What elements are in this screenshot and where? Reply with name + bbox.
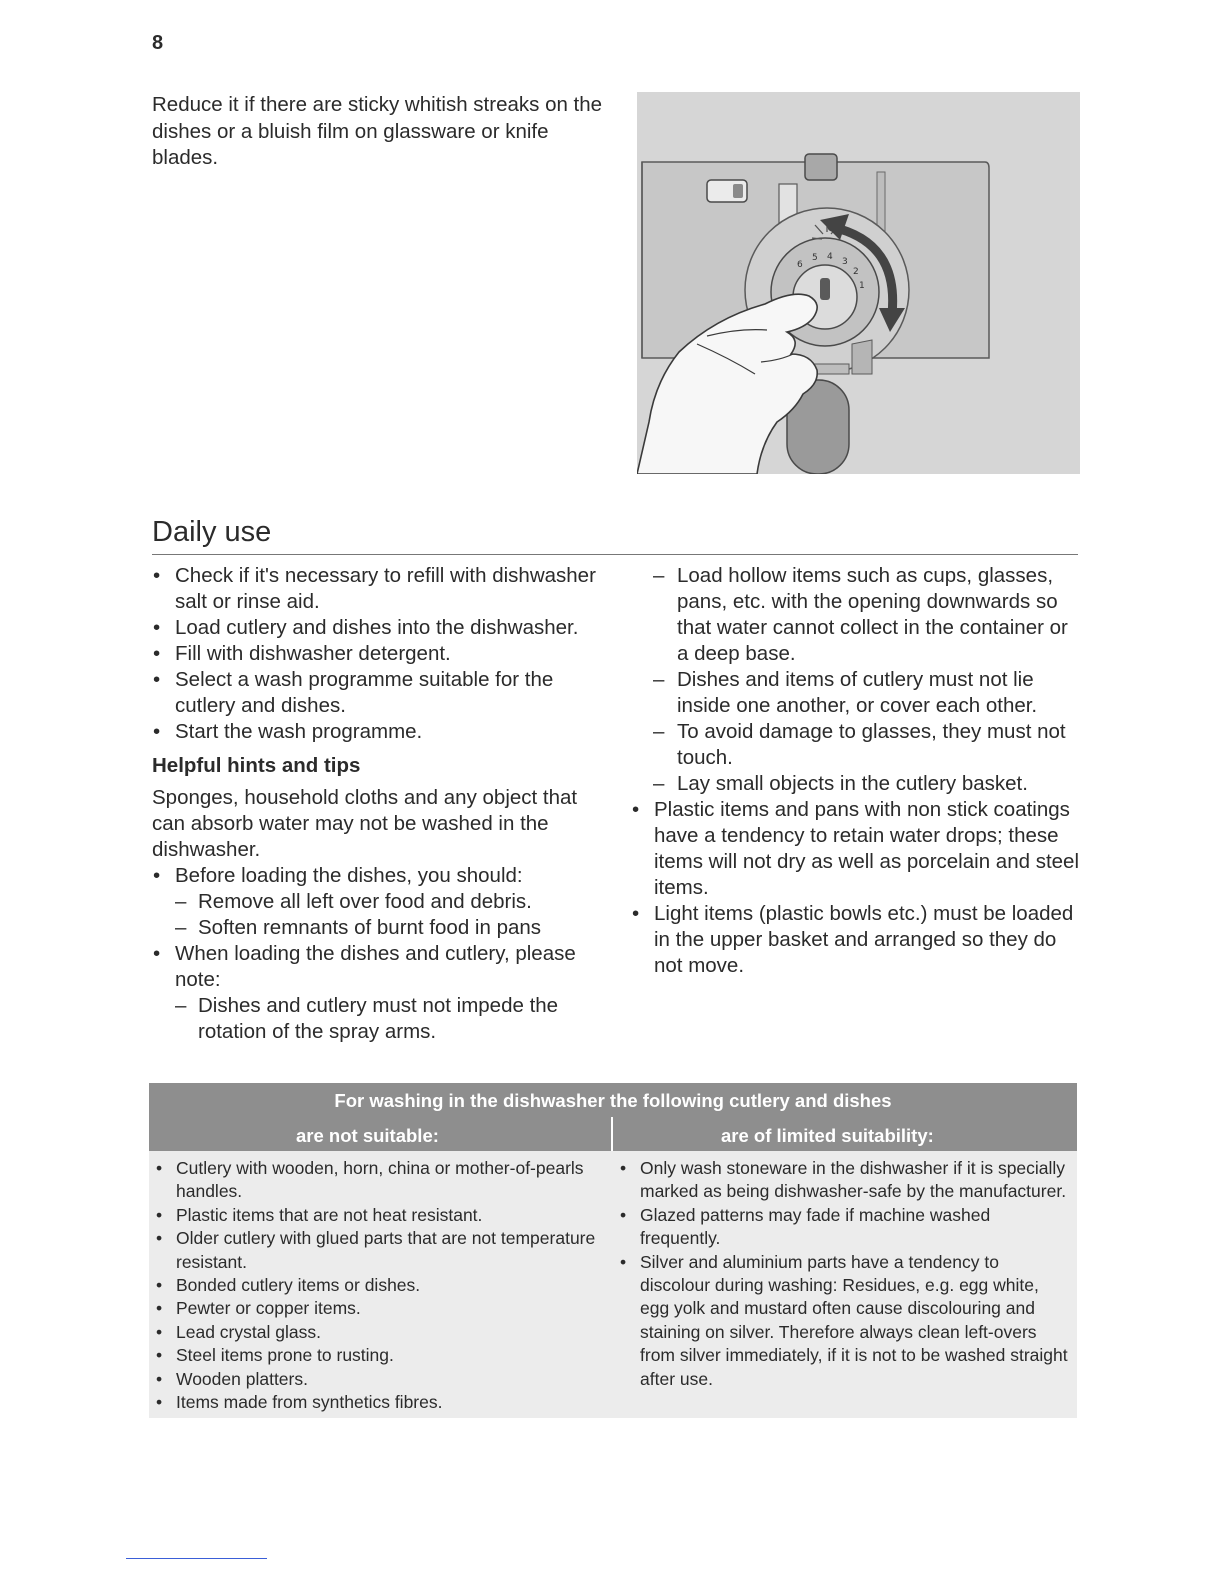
- suitability-table: [149, 1083, 1077, 1418]
- intro-paragraph: Reduce it if there are sticky whitish streaks on the dishes or a bluish film on glassware or knife blades.: [152, 93, 603, 169]
- not-suitable-list: [155, 1157, 605, 1414]
- daily-steps-list: [152, 563, 612, 745]
- hint-subitem: – To avoid damage to glasses, they must not touch.: [631, 719, 1081, 771]
- hint-subitem: – Soften remnants of burnt food in pans: [152, 915, 612, 941]
- hint-item: • Light items (plastic bowls etc.) must be loaded in the upper basket and arranged so they do not move.: [631, 901, 1081, 979]
- not-suitable-item: • Plastic items that are not heat resistant.: [155, 1204, 605, 1227]
- header-divider: [611, 1117, 613, 1151]
- hint-item: • Plastic items and pans with non stick coatings have a tendency to retain water drops; these items will not dry as well as porcelain and steel items.: [631, 797, 1081, 901]
- left-column: [152, 563, 612, 1045]
- dial-number-6: 6: [797, 260, 803, 270]
- daily-step-item: • Check if it's necessary to refill with dishwasher salt or rinse aid.: [152, 563, 612, 615]
- limited-suitability-list: [619, 1157, 1069, 1391]
- not-suitable-item: • Older cutlery with glued parts that are not temperature resistant.: [155, 1227, 605, 1274]
- not-suitable-item: • Bonded cutlery items or dishes.: [155, 1274, 605, 1297]
- dial-pointer: [820, 278, 830, 300]
- not-suitable-item: • Items made from synthetics fibres.: [155, 1391, 605, 1414]
- page-number: 8: [152, 32, 164, 54]
- hint-item: • Before loading the dishes, you should:: [152, 863, 612, 889]
- hint-item: • When loading the dishes and cutlery, please note:: [152, 941, 612, 993]
- dial-number-5: 5: [812, 253, 818, 263]
- dial-number-4: 4: [827, 252, 833, 262]
- hints-intro: Sponges, household cloths and any object that can absorb water may not be washed in the dishwasher.: [152, 786, 578, 861]
- not-suitable-item: • Steel items prone to rusting.: [155, 1344, 605, 1367]
- not-suitable-item: • Pewter or copper items.: [155, 1297, 605, 1320]
- daily-step-item: • Select a wash programme suitable for the cutlery and dishes.: [152, 667, 612, 719]
- rinse-aid-dial-illustration: [637, 92, 1080, 474]
- daily-step-item: • Start the wash programme.: [152, 719, 612, 745]
- hints-heading: Helpful hints and tips: [152, 754, 361, 777]
- limited-suitability-item: • Silver and aluminium parts have a tendency to discolour during washing: Residues, e.g. egg white, egg yolk and mustard often cause discolouring and staining on silver. Therefore always clean left-overs from silver immediately, if it is not to be washed straight after use.: [619, 1251, 1069, 1391]
- not-suitable-item: • Lead crystal glass.: [155, 1321, 605, 1344]
- not-suitable-item: • Cutlery with wooden, horn, china or mother-of-pearls handles.: [155, 1157, 605, 1204]
- footer-link-rule: [126, 1558, 267, 1559]
- hint-subitem: – Load hollow items such as cups, glasses, pans, etc. with the opening downwards so that water cannot collect in the container or a deep base.: [631, 563, 1081, 667]
- section-divider: [152, 554, 1078, 555]
- hints-list-left: [152, 863, 612, 1045]
- table-header: [149, 1083, 1077, 1151]
- header-limited-suitability: are of limited suitability:: [721, 1125, 934, 1146]
- dial-number-3: 3: [842, 257, 848, 267]
- daily-step-item: • Load cutlery and dishes into the dishwasher.: [152, 615, 612, 641]
- limited-suitability-item: • Glazed patterns may fade if machine washed frequently.: [619, 1204, 1069, 1251]
- right-column: [631, 563, 1081, 979]
- dial-number-2: 2: [853, 267, 859, 277]
- hint-subitem: – Dishes and cutlery must not impede the rotation of the spray arms.: [152, 993, 612, 1045]
- hints-list-right: [631, 563, 1081, 979]
- section-title-daily-use: Daily use: [152, 516, 272, 548]
- hint-subitem: – Dishes and items of cutlery must not lie inside one another, or cover each other.: [631, 667, 1081, 719]
- table-caption: For washing in the dishwasher the following cutlery and dishes: [334, 1090, 892, 1111]
- limited-suitability-item: • Only wash stoneware in the dishwasher if it is specially marked as being dishwasher-safe by the manufacturer.: [619, 1157, 1069, 1204]
- not-suitable-item: • Wooden platters.: [155, 1368, 605, 1391]
- header-not-suitable: are not suitable:: [296, 1125, 439, 1146]
- daily-step-item: • Fill with dishwasher detergent.: [152, 641, 612, 667]
- lid-release-button: [805, 154, 837, 180]
- hint-subitem: – Lay small objects in the cutlery basket.: [631, 771, 1081, 797]
- dial-number-1: 1: [859, 281, 865, 291]
- hint-subitem: – Remove all left over food and debris.: [152, 889, 612, 915]
